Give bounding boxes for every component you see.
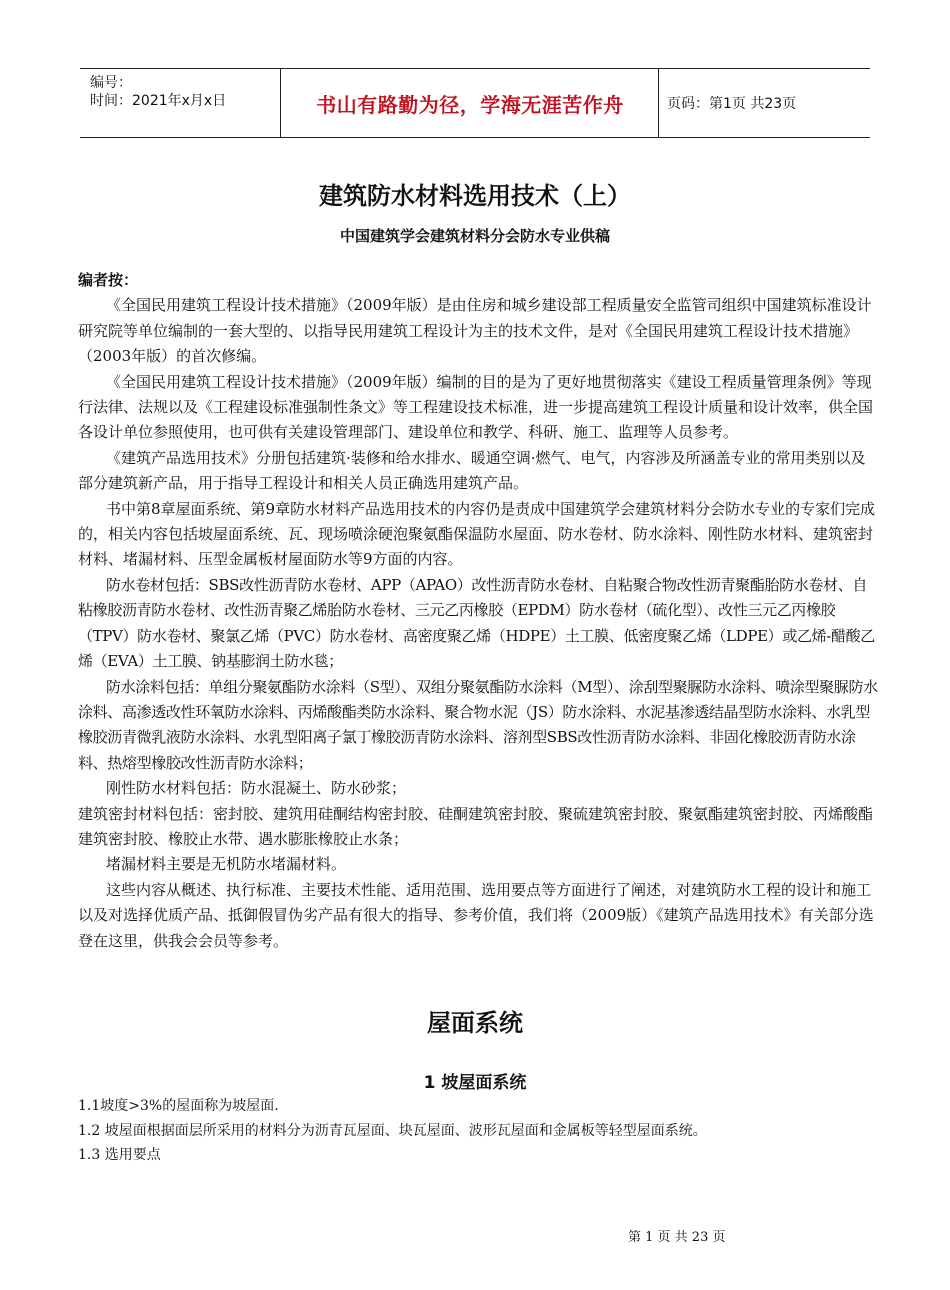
header-meta-cell	[80, 69, 281, 137]
paragraph: 《全国民用建筑工程设计技术措施》（2009年版）编制的目的是为了更好地贯彻落实《建设工程质量管理条例》等现行法律、法规以及《工程建设标准强制性条文》等工程建设技术标准，进一步提高建筑工程设计质量和设计效率，供全国各设计单位参照使用，也可供有关建设管理部门、建设单位和教学、科研、施工、监理等人员参考。	[78, 372, 874, 442]
paragraph: 《全国民用建筑工程设计技术措施》（2009年版）是由住房和城乡建设部工程质量安全监管司组织中国建筑标准设计研究院等单位编制的一套大型的、以指导民用建筑工程设计为主的技术文件，是对《全国民用建筑工程设计技术措施》（2003年版）的首次修编。	[78, 296, 872, 366]
paragraph: 防水涂料包括：单组分聚氨酯防水涂料（S型）、双组分聚氨酯防水涂料（M型）、涂刮型聚脲防水涂料、喷涂型聚脲防水涂料、高渗透改性环氧防水涂料、丙烯酸酯类防水涂料、聚合物水泥（JS）防水涂料、水泥基渗透结晶型防水涂料、水乳型橡胶沥青微乳液防水涂料、水乳型阳离子氯丁橡胶沥青防水涂料、溶剂型SBS改性沥青防水涂料、非固化橡胶沥青防水涂料、热熔型橡胶改性沥青防水涂料；	[78, 677, 878, 772]
section-title: 屋面系统	[427, 1009, 523, 1037]
paragraph: 书中第8章屋面系统、第9章防水材料产品选用技术的内容仍是责成中国建筑学会建筑材料分会防水专业的专家们完成的，相关内容包括坡屋面系统、瓦、现场喷涂硬泡聚氨酯保温防水屋面、防水卷材、防水涂料、刚性防水材料、建筑密封材料、堵漏材料、压型金属板材屋面防水等9方面的内容。	[78, 499, 876, 569]
page-info: 页码：第1页 共23页	[667, 96, 797, 112]
number-label: 编号：	[90, 75, 132, 91]
paragraph: 《建筑产品选用技术》分册包括建筑·装修和给水排水、暖通空调·燃气、电气，内容涉及所涵盖专业的常用类别以及部分建筑新产品，用于指导工程设计和相关人员正确选用建筑产品。	[78, 448, 866, 493]
paragraph: 刚性防水材料包括：防水混凝土、防水砂浆；	[106, 779, 407, 798]
editor-note	[78, 268, 878, 954]
paragraph: 堵漏材料主要是无机防水堵漏材料。	[106, 855, 347, 874]
time-label: 时间：2021年x月x日	[90, 93, 227, 109]
list-item: 1.2 坡屋面根据面层所采用的材料分为沥青瓦屋面、块瓦屋面、波形瓦屋面和金属板等轻型屋面系统。	[78, 1122, 707, 1139]
paragraph: 这些内容从概述、执行标准、主要技术性能、适用范围、选用要点等方面进行了阐述，对建筑防水工程的设计和施工以及对选择优质产品、抵御假冒伪劣产品有很大的指导、参考价值，我们将（2009版）《建筑产品选用技术》有关部分选登在这里，供我会会员等参考。	[78, 880, 874, 950]
list-item: 1.1坡度>3%的屋面称为坡屋面.	[78, 1098, 279, 1114]
document-subtitle: 中国建筑学会建筑材料分会防水专业供稿	[339, 227, 610, 245]
section-items	[78, 1094, 878, 1168]
paragraph: 防水卷材包括：SBS改性沥青防水卷材、APP（APAO）改性沥青防水卷材、自粘聚合物改性沥青聚酯胎防水卷材、自粘橡胶沥青防水卷材、改性沥青聚乙烯胎防水卷材、三元乙丙橡胶（EPDM）防水卷材（硫化型）、改性三元乙丙橡胶（TPV）防水卷材、聚氯乙烯（PVC）防水卷材、高密度聚乙烯（HDPE）土工膜、低密度聚乙烯（LDPE）或乙烯-醋酸乙烯（EVA）土工膜、钠基膨润土防水毯；	[78, 575, 875, 671]
header-table	[80, 68, 870, 138]
motto: 书山有路勤为径，学海无涯苦作舟	[282, 69, 659, 137]
page-footer: 第 1 页 共 23 页	[628, 1230, 726, 1245]
paragraph: 建筑密封材料包括：密封胶、建筑用硅酮结构密封胶、硅酮建筑密封胶、聚硫建筑密封胶、聚氨酯建筑密封胶、丙烯酸酯建筑密封胶、橡胶止水带、遇水膨胀橡胶止水条；	[78, 804, 874, 848]
list-item: 1.3 选用要点	[78, 1147, 161, 1163]
subsection-title: 1 坡屋面系统	[423, 1073, 527, 1093]
editor-note-label: 编者按：	[78, 271, 139, 289]
document-title: 建筑防水材料选用技术（上）	[319, 182, 631, 210]
